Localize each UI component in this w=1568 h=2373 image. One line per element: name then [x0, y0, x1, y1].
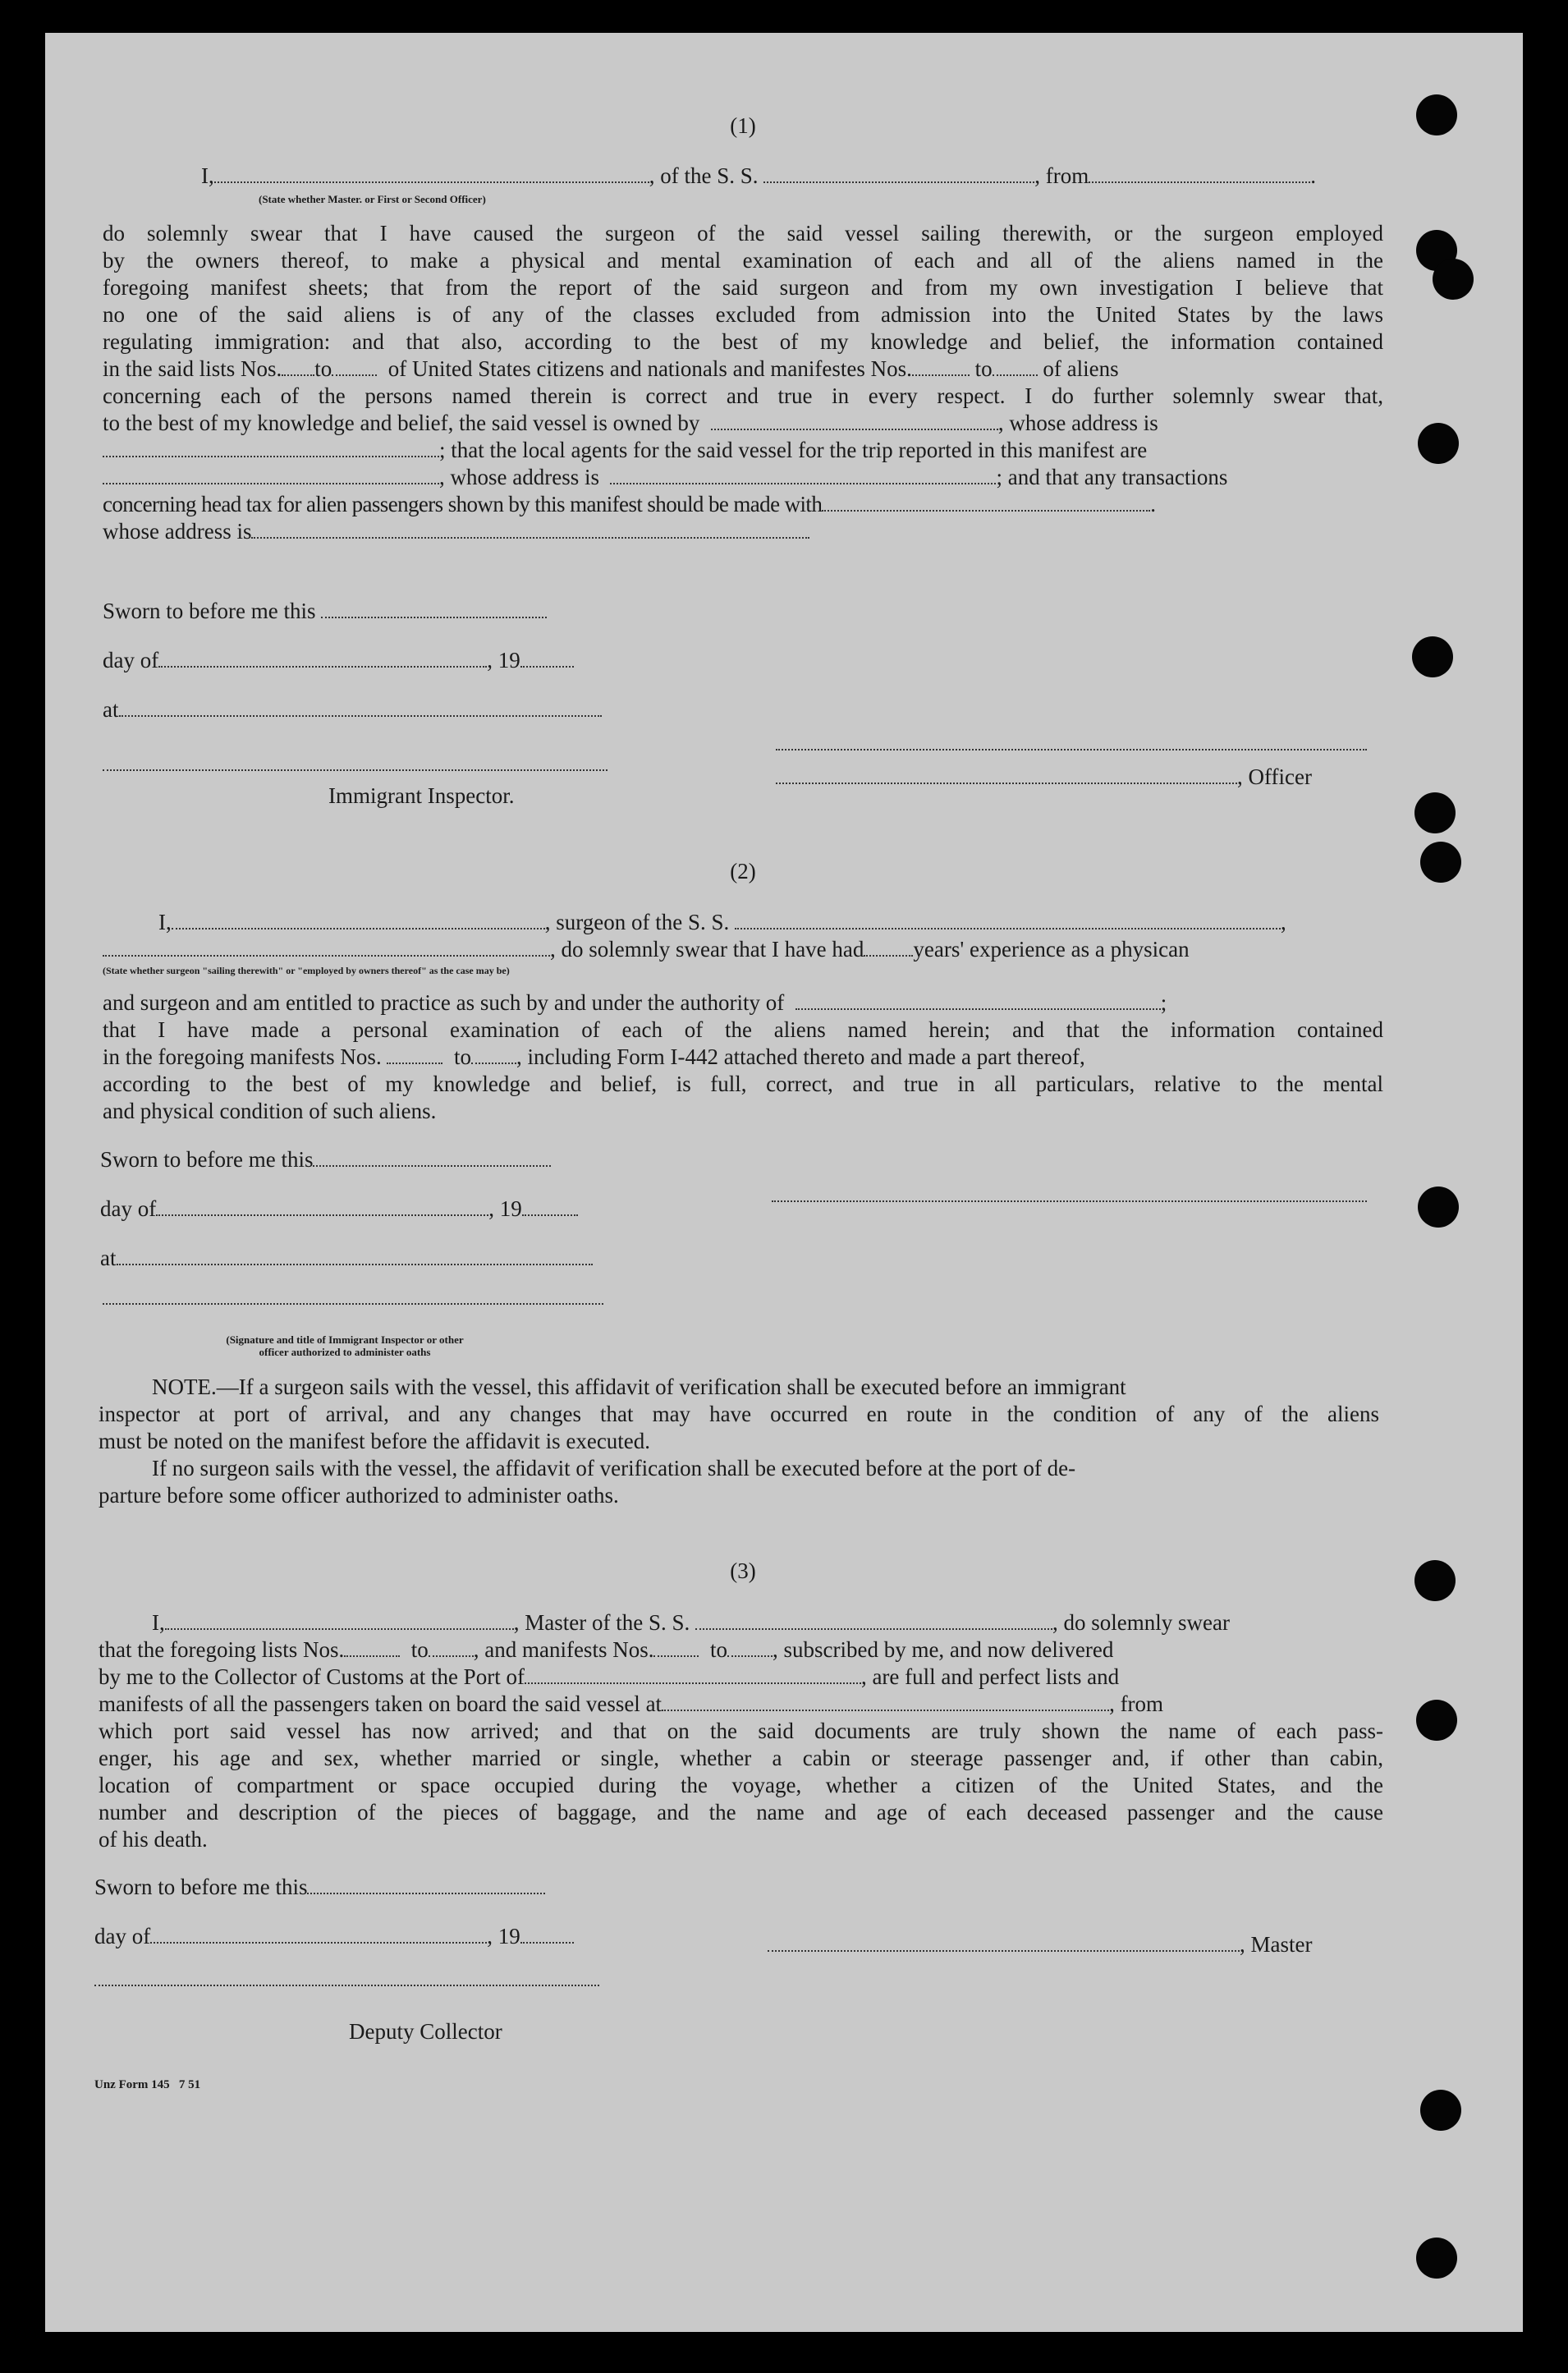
section-number-3: (3) [730, 1558, 756, 1583]
manifests-from-field[interactable] [912, 356, 970, 376]
dayof-line-1: day of , 19 [103, 647, 574, 674]
owned-line: to the best of my knowledge and belief, the said vessel is owned by , whose address is [103, 411, 1158, 435]
inspector-signature-line[interactable] [103, 768, 607, 771]
surgeon-type-field[interactable] [103, 937, 550, 957]
body-line: by the owners thereof, to make a physical and mental examination of each and all of the aliens named in the [103, 248, 1383, 273]
punch-hole [1418, 423, 1459, 464]
section3-lists-line: that the foregoing lists Nos. to , and manifests Nos. to , subscribed by me, and now delivered [99, 1637, 1114, 1662]
punch-hole [1420, 2090, 1461, 2131]
s2-manifests-to-field[interactable] [471, 1044, 516, 1064]
punch-hole [1416, 1700, 1457, 1741]
inspector-label: Immigrant Inspector. [328, 783, 515, 808]
lists-line: in the said lists Nos. to of United States citizens and nationals and manifestes Nos. to of aliens [103, 356, 1119, 381]
owner-address-field[interactable] [103, 438, 439, 457]
punch-hole [1418, 1186, 1459, 1228]
at-line-2: at [100, 1245, 593, 1272]
headtax-address-field[interactable] [251, 519, 809, 539]
officer-line: , Officer [776, 764, 1312, 791]
note-line: If no surgeon sails with the vessel, the affidavit of verification shall be executed before at the port of de- [152, 1456, 1076, 1480]
s2-sworn-day-field[interactable] [313, 1147, 551, 1167]
at-field[interactable] [119, 697, 602, 717]
boarded-at-field[interactable] [662, 1691, 1109, 1711]
sworn-line-3: Sworn to before me this [94, 1874, 545, 1901]
s3-manifests-from-field[interactable] [653, 1637, 699, 1657]
body-line: of his death. [99, 1827, 208, 1852]
s3-year-field[interactable] [520, 1924, 574, 1944]
body-line: regulating immigration: and that also, according to the best of my knowledge and belief, the information contained [103, 329, 1383, 354]
body-line: foregoing manifest sheets; that from the report of the said surgeon and from my own investigation I believe that [103, 275, 1383, 300]
owner-field[interactable] [711, 411, 998, 430]
body-line: which port said vessel has now arrived; and that on the said documents are truly shown the name of each pass- [99, 1719, 1383, 1743]
body-line: location of compartment or space occupied during the voyage, whether a citizen of the United States, and the [99, 1773, 1383, 1797]
whose2-line: whose address is [103, 518, 809, 545]
body-line: concerning each of the persons named therein is correct and true in every respect. I do further solemnly swear that, [103, 383, 1383, 408]
at-line-1: at [103, 696, 602, 723]
body-line: enger, his age and sex, whether married or single, whether a cabin or steerage passenger and, if other than cabin, [99, 1746, 1383, 1770]
body-line: according to the best of my knowledge and belief, is full, correct, and true in all particulars, relative to the mental [103, 1072, 1383, 1096]
body-line: that I have made a personal examination of each of the aliens named herein; and that the information contained [103, 1017, 1383, 1042]
vessel-field[interactable] [763, 163, 1034, 183]
whose-line: , whose address is ; and that any transactions [103, 464, 1227, 491]
s2-month-field[interactable] [156, 1196, 488, 1216]
agents-line: ; that the local agents for the said vessel for the trip reported in this manifest are [103, 437, 1147, 464]
surgeon-name-field[interactable] [172, 910, 545, 929]
note-line: NOTE.—If a surgeon sails with the vessel, this affidavit of verification shall be executed before an immigrant [152, 1375, 1126, 1399]
punch-hole [1416, 94, 1457, 135]
note-line: inspector at port of arrival, and any changes that may have occurred en route in the condition of any of the aliens [99, 1402, 1379, 1426]
punch-hole [1420, 842, 1461, 883]
deputy-label: Deputy Collector [349, 2019, 502, 2044]
section-number-2: (2) [730, 859, 756, 884]
lists-to-field[interactable] [332, 356, 377, 376]
surgeon-vessel-field[interactable] [735, 910, 1281, 929]
surgeon-hint: (State whether surgeon "sailing therewith" or "employed by owners thereof" as the case may be) [103, 965, 510, 976]
master-signature-field[interactable] [768, 1932, 1240, 1952]
section1-first-line: I, , of the S. S. , from . [201, 163, 1316, 188]
section3-boarded-line: manifests of all the passengers taken on board the said vessel at , from [99, 1691, 1164, 1716]
note-line: parture before some officer authorized to administer oaths. [99, 1483, 619, 1508]
master-name-field[interactable] [165, 1610, 514, 1630]
s3-manifests-to-field[interactable] [727, 1637, 773, 1657]
section2-first-line: I, , surgeon of the S. S. , [158, 910, 1286, 934]
surgeon-signature-line[interactable] [772, 1199, 1367, 1202]
s2-at-field[interactable] [117, 1246, 593, 1265]
s3-lists-from-field[interactable] [344, 1637, 400, 1657]
sworn-day-field[interactable] [321, 599, 547, 618]
punch-hole [1412, 636, 1453, 677]
body-line: do solemnly swear that I have caused the surgeon of the said vessel sailing therewith, or the surgeon employed [103, 221, 1383, 246]
years-field[interactable] [864, 937, 913, 957]
s3-month-field[interactable] [150, 1924, 487, 1944]
year-field[interactable] [520, 648, 574, 668]
body-line: number and description of the pieces of baggage, and the name and age of each deceased passenger and the cause [99, 1800, 1383, 1825]
name-field[interactable] [214, 163, 649, 183]
signature-line[interactable] [776, 747, 1367, 750]
form-page [45, 33, 1523, 2332]
punch-hole [1414, 792, 1456, 833]
section3-port-line: by me to the Collector of Customs at the Port of , are full and perfect lists and [99, 1664, 1120, 1689]
deputy-signature-line[interactable] [94, 1983, 599, 1986]
sworn-line-2: Sworn to before me this [100, 1146, 551, 1173]
headtax-line: concerning head tax for alien passengers shown by this manifest should be made with . [103, 492, 1156, 516]
rank-hint: (State whether Master. or First or Second Officer) [259, 193, 486, 205]
punch-hole [1414, 1560, 1456, 1601]
dayof-line-3: day of , 19 [94, 1923, 574, 1950]
s2-year-field[interactable] [522, 1196, 578, 1216]
section2-second-line: , do solemnly swear that I have had years' experience as a physican [103, 936, 1190, 963]
s3-lists-to-field[interactable] [429, 1637, 474, 1657]
officer-hint: (Signature and title of Immigrant Inspector or other officer authorized to administer oaths [226, 1333, 464, 1358]
punch-hole [1433, 259, 1474, 300]
authority-field[interactable] [795, 990, 1161, 1010]
port-field[interactable] [525, 1664, 861, 1684]
note-line: must be noted on the manifest before the affidavit is executed. [99, 1429, 651, 1453]
manifests-to-field[interactable] [993, 356, 1038, 376]
manifests-line: in the foregoing manifests Nos. to , including Form I-442 attached thereto and made a part thereof, [103, 1044, 1085, 1069]
master-vessel-field[interactable] [695, 1610, 1052, 1630]
authority-line: and surgeon and am entitled to practice as such by and under the authority of ; [103, 990, 1167, 1015]
body-line: no one of the said aliens is of any of the classes excluded from admission into the United States by the laws [103, 302, 1383, 327]
s2-officer-signature-line[interactable] [103, 1301, 603, 1305]
body-line: and physical condition of such aliens. [103, 1099, 437, 1123]
dayof-line-2: day of , 19 [100, 1196, 578, 1223]
lists-from-field[interactable] [282, 356, 314, 376]
s3-sworn-day-field[interactable] [307, 1875, 545, 1894]
from-field[interactable] [1089, 163, 1310, 183]
section-number-1: (1) [730, 113, 756, 138]
sworn-line-1: Sworn to before me this [103, 598, 547, 625]
form-number: Unz Form 145 7 51 [94, 2078, 201, 2091]
agents-field[interactable] [103, 465, 439, 484]
s2-manifests-from-field[interactable] [387, 1044, 442, 1064]
punch-hole [1416, 2238, 1457, 2279]
agents-address-field[interactable] [610, 465, 996, 484]
officer-signature-field[interactable] [776, 764, 1237, 784]
headtax-field[interactable] [822, 492, 1150, 512]
month-field[interactable] [158, 648, 487, 668]
section3-first-line: I, , Master of the S. S. , do solemnly swear [152, 1610, 1230, 1635]
master-signature-line: , Master [768, 1931, 1312, 1958]
